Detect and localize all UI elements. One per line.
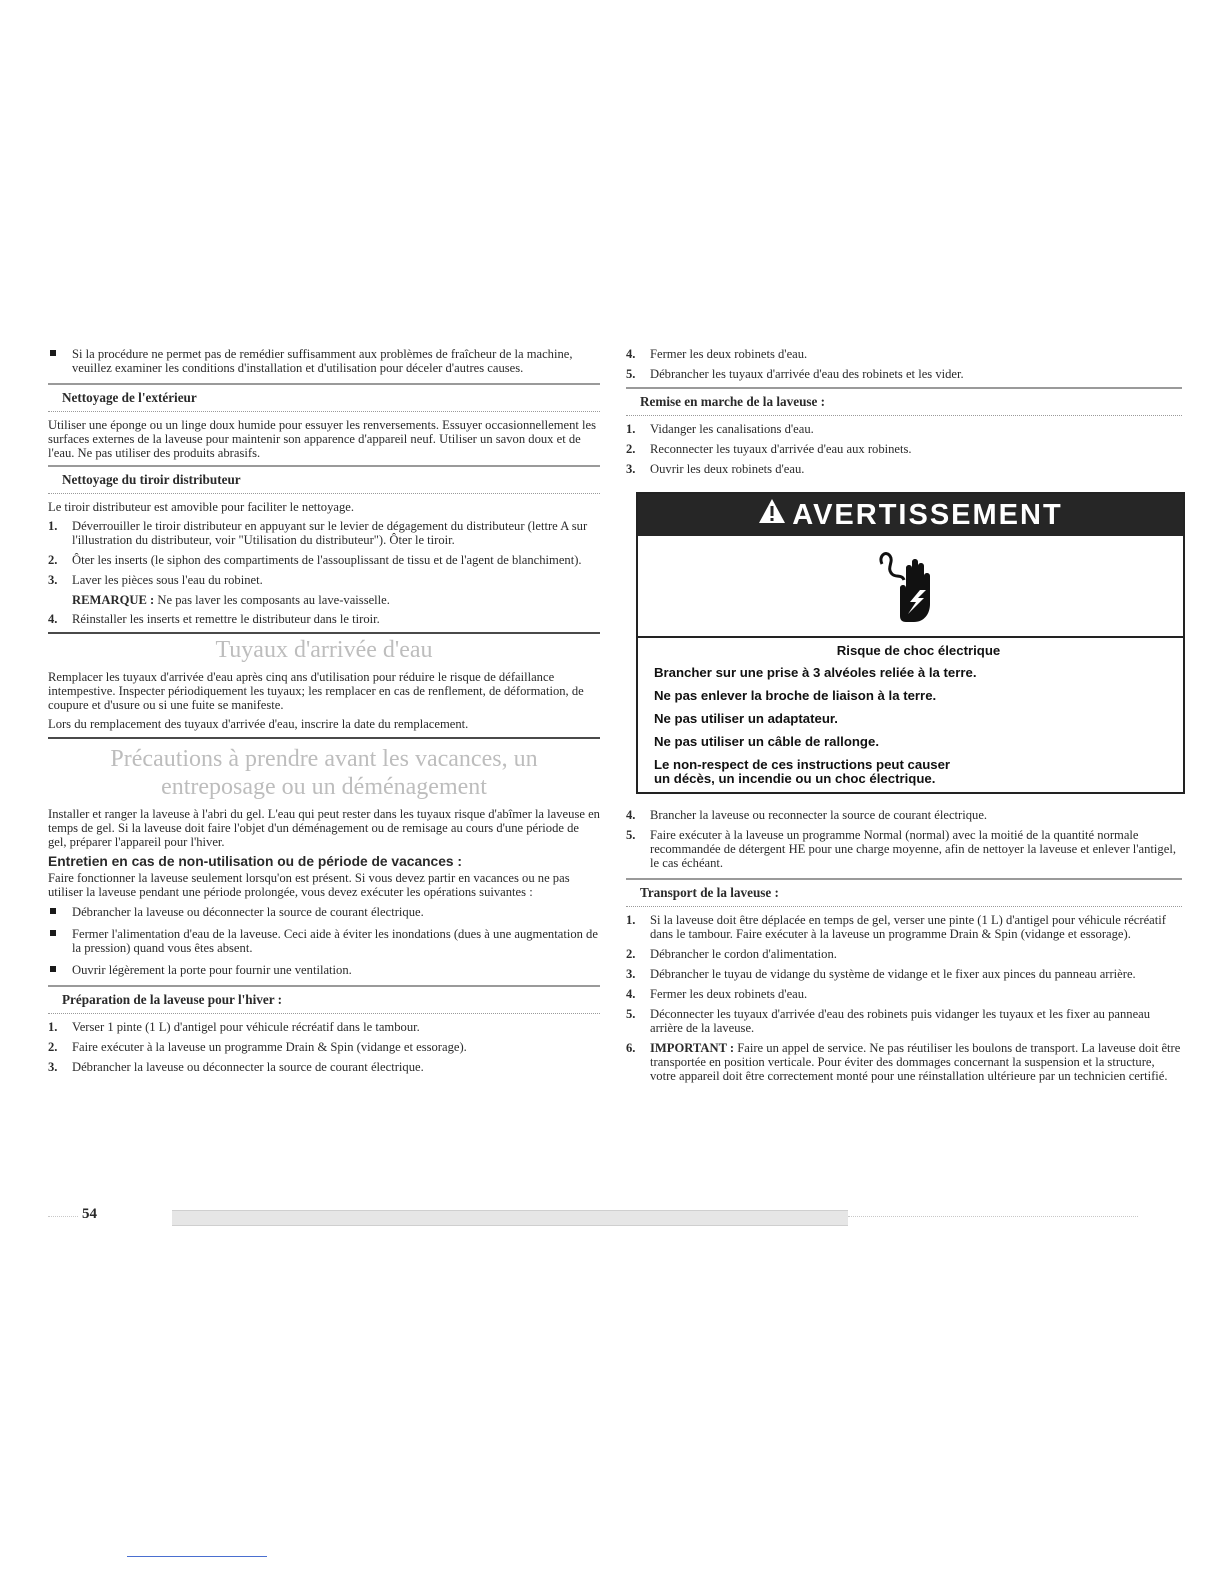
vacation-subheading: Entretien en cas de non-utilisation ou de période de vacances : xyxy=(48,854,463,869)
right-column xyxy=(626,347,1182,1089)
winter-heading: Préparation de la laveuse pour l'hiver : xyxy=(48,985,600,1014)
step-number: 5. xyxy=(626,367,636,381)
step-number: 5. xyxy=(626,828,636,842)
step-text: Faire exécuter à la laveuse un programme Drain & Spin (vidange et essorage). xyxy=(72,1040,467,1054)
vacation-bullet: Fermer l'alimentation d'eau de la laveuse. Ceci aide à éviter les inondations (dues à une augmentation de la pression) quand vous êtes absent. xyxy=(48,927,600,955)
restart-step xyxy=(626,808,1182,822)
step-number: 4. xyxy=(626,987,636,1001)
restart-step xyxy=(626,442,1182,456)
transport-step xyxy=(626,1007,1182,1035)
step-text: Verser 1 pinte (1 L) d'antigel pour véhicule récréatif dans le tambour. xyxy=(72,1020,420,1034)
step-number: 2. xyxy=(626,947,636,961)
drawer-step xyxy=(48,553,600,567)
section-divider xyxy=(48,737,600,739)
vacation-title-line-2: entreposage ou un déménagement xyxy=(161,774,487,800)
step-text: Faire exécuter à la laveuse un programme Normal (normal) avec la moitié de la quantité normale recommandée de détergent HE pour une charge moyenne, afin de nettoyer la laveuse et enlever l'antigel, le cas échéant. xyxy=(650,828,1176,870)
step-text: Débrancher la laveuse ou déconnecter la source de courant électrique. xyxy=(72,1060,424,1074)
step-number: 2. xyxy=(626,442,636,456)
note-text: Ne pas laver les composants au lave-vaisselle. xyxy=(154,593,390,607)
drawer-heading: Nettoyage du tiroir distributeur xyxy=(48,465,600,494)
electric-shock-hand-icon xyxy=(638,536,1183,638)
step-number: 1. xyxy=(48,1020,58,1034)
page-number: 54 xyxy=(82,1206,97,1222)
step-text: Ouvrir les deux robinets d'eau. xyxy=(650,462,805,476)
vacation-text-1: Installer et ranger la laveuse à l'abri du gel. L'eau qui peut rester dans les tuyaux risque d'abîmer la laveuse en temps de gel. Si la laveuse doit faire l'objet d'un déménagement ou de remisage au cours d'une période de gel, préparer l'appareil pour l'hiver. xyxy=(48,807,600,849)
transport-step xyxy=(626,1041,1182,1083)
step-number: 3. xyxy=(48,1060,58,1074)
warning-box xyxy=(636,492,1185,794)
transport-step xyxy=(626,913,1182,941)
step-number: 4. xyxy=(626,808,636,822)
drawer-intro: Le tiroir distributeur est amovible pour faciliter le nettoyage. xyxy=(48,500,354,514)
vacation-bullet: Débrancher la laveuse ou déconnecter la source de courant électrique. xyxy=(48,905,600,919)
section-divider xyxy=(48,632,600,634)
step-text: Débrancher le cordon d'alimentation. xyxy=(650,947,837,961)
storage-step xyxy=(626,347,1182,361)
warning-line: Ne pas enlever la broche de liaison à la terre. xyxy=(654,688,937,703)
step-text: Reconnecter les tuyaux d'arrivée d'eau aux robinets. xyxy=(650,442,912,456)
step-text: Fermer les deux robinets d'eau. xyxy=(650,347,808,361)
vacation-title-line-1: Précautions à prendre avant les vacances, un xyxy=(110,746,538,772)
step-number: 3. xyxy=(48,573,58,587)
warning-risk: Risque de choc électrique xyxy=(836,643,1001,658)
restart-step xyxy=(626,828,1182,870)
step-text: Si la laveuse doit être déplacée en temps de gel, verser une pinte (1 L) d'antigel pour véhicule récréatif dans le tambour. Faire exécuter à la laveuse un programme Drain & Spin (vidange et essorage). xyxy=(650,913,1166,941)
vacation-bullet: Ouvrir légèrement la porte pour fournir une ventilation. xyxy=(48,963,600,977)
winter-step xyxy=(48,1040,600,1054)
drawer-step xyxy=(48,573,600,587)
important-label: IMPORTANT : xyxy=(650,1041,735,1055)
step-text: Ôter les inserts (le siphon des compartiments de l'assouplissant de tissu et de l'agent de blanchiment). xyxy=(72,553,582,567)
drawer-step xyxy=(48,519,600,547)
warning-line: Brancher sur une prise à 3 alvéoles reliée à la terre. xyxy=(654,665,977,680)
restart-step xyxy=(626,422,1182,436)
step-text: Vidanger les canalisations d'eau. xyxy=(650,422,814,436)
step-number: 2. xyxy=(48,553,58,567)
step-text: Débrancher les tuyaux d'arrivée d'eau des robinets et les vider. xyxy=(650,367,964,381)
transport-step xyxy=(626,947,1182,961)
step-number: 2. xyxy=(48,1040,58,1054)
step-number: 1. xyxy=(626,422,636,436)
step-text: Brancher la laveuse ou reconnecter la source de courant électrique. xyxy=(650,808,988,822)
footer-bar xyxy=(172,1210,848,1226)
step-number: 3. xyxy=(626,967,636,981)
transport-heading: Transport de la laveuse : xyxy=(626,878,1182,907)
step-number: 3. xyxy=(626,462,636,476)
scan-artifact-line xyxy=(127,1556,267,1557)
step-text: Déverrouiller le tiroir distributeur en appuyant sur le levier de dégagement du distributeur (lettre A sur l'illustration du distributeur, voir "Utilisation du distributeur"). Ôter le tiroir. xyxy=(72,519,588,547)
step-number: 4. xyxy=(626,347,636,361)
step-number: 1. xyxy=(626,913,636,927)
footer-rule-left xyxy=(48,1216,78,1217)
warning-consequence-1: Le non-respect de ces instructions peut causer xyxy=(654,757,951,772)
storage-step xyxy=(626,367,1182,381)
warning-triangle-icon xyxy=(758,494,786,536)
exterior-text: Utiliser une éponge ou un linge doux humide pour essuyer les renversements. Essuyer occasionnellement les surfaces externes de la laveuse pour maintenir son apparence d'appareil neuf. Utiliser un savon doux et de l'eau. Ne pas utiliser des produits abrasifs. xyxy=(48,418,597,460)
transport-step xyxy=(626,987,1182,1001)
winter-step xyxy=(48,1060,600,1074)
exterior-heading: Nettoyage de l'extérieur xyxy=(48,383,600,412)
vacation-text-2: Faire fonctionner la laveuse seulement lorsqu'on est présent. Si vous devez partir en vacances ou ne pas utiliser la laveuse pendant une période prolongée, vous devez exécuter les opérations suivantes : xyxy=(48,871,570,899)
warning-line: Ne pas utiliser un adaptateur. xyxy=(654,711,838,726)
intro-bullet: Si la procédure ne permet pas de remédier suffisamment aux problèmes de fraîcheur de la machine, veuillez examiner les conditions d'installation et d'utilisation pour déceler d'autres causes. xyxy=(48,347,600,375)
step-number: 4. xyxy=(48,612,58,626)
drawer-step xyxy=(48,612,600,626)
winter-step xyxy=(48,1020,600,1034)
warning-title: AVERTISSEMENT xyxy=(792,499,1063,531)
step-text: Déconnecter les tuyaux d'arrivée d'eau des robinets puis vidanger les tuyaux et les fixer au panneau arrière de la laveuse. xyxy=(650,1007,1151,1035)
step-text: Faire un appel de service. Ne pas réutiliser les boulons de transport. La laveuse doit être transportée en position verticale. Pour éviter des dommages concernant la suspension et la structure, votre appareil doit être correctement monté pour une réinstallation ultérieure par un technicien certifié. xyxy=(650,1041,1181,1083)
warning-line: Ne pas utiliser un câble de rallonge. xyxy=(654,734,879,749)
step-text: Fermer les deux robinets d'eau. xyxy=(650,987,808,1001)
step-text: Laver les pièces sous l'eau du robinet. xyxy=(72,573,263,587)
step-number: 6. xyxy=(626,1041,636,1055)
transport-step xyxy=(626,967,1182,981)
footer-rule-right xyxy=(848,1216,1138,1217)
warning-body xyxy=(638,638,1183,792)
warning-consequence-2: un décès, un incendie ou un choc électrique. xyxy=(654,771,936,786)
restart-step xyxy=(626,462,1182,476)
hoses-title: Tuyaux d'arrivée d'eau xyxy=(215,637,433,663)
left-column xyxy=(48,347,600,1080)
vacation-title xyxy=(48,745,600,801)
step-text: Réinstaller les inserts et remettre le distributeur dans le tiroir. xyxy=(72,612,380,626)
hoses-text-1: Remplacer les tuyaux d'arrivée d'eau après cinq ans d'utilisation pour réduire le risque de défaillance intempestive. Inspecter périodiquement les tuyaux; les remplacer en cas de renflement, de déformation, de coupure et d'usure ou si une fuite se manifeste. xyxy=(48,670,584,712)
restart-heading: Remise en marche de la laveuse : xyxy=(626,387,1182,416)
step-number: 5. xyxy=(626,1007,636,1021)
hoses-text-2: Lors du remplacement des tuyaux d'arrivée d'eau, inscrire la date du remplacement. xyxy=(48,717,469,731)
note-label: REMARQUE : xyxy=(72,593,155,607)
step-number: 1. xyxy=(48,519,58,533)
step-text: Débrancher le tuyau de vidange du système de vidange et le fixer aux pinces du panneau arrière. xyxy=(650,967,1136,981)
drawer-note xyxy=(48,593,600,607)
warning-header xyxy=(638,494,1183,536)
